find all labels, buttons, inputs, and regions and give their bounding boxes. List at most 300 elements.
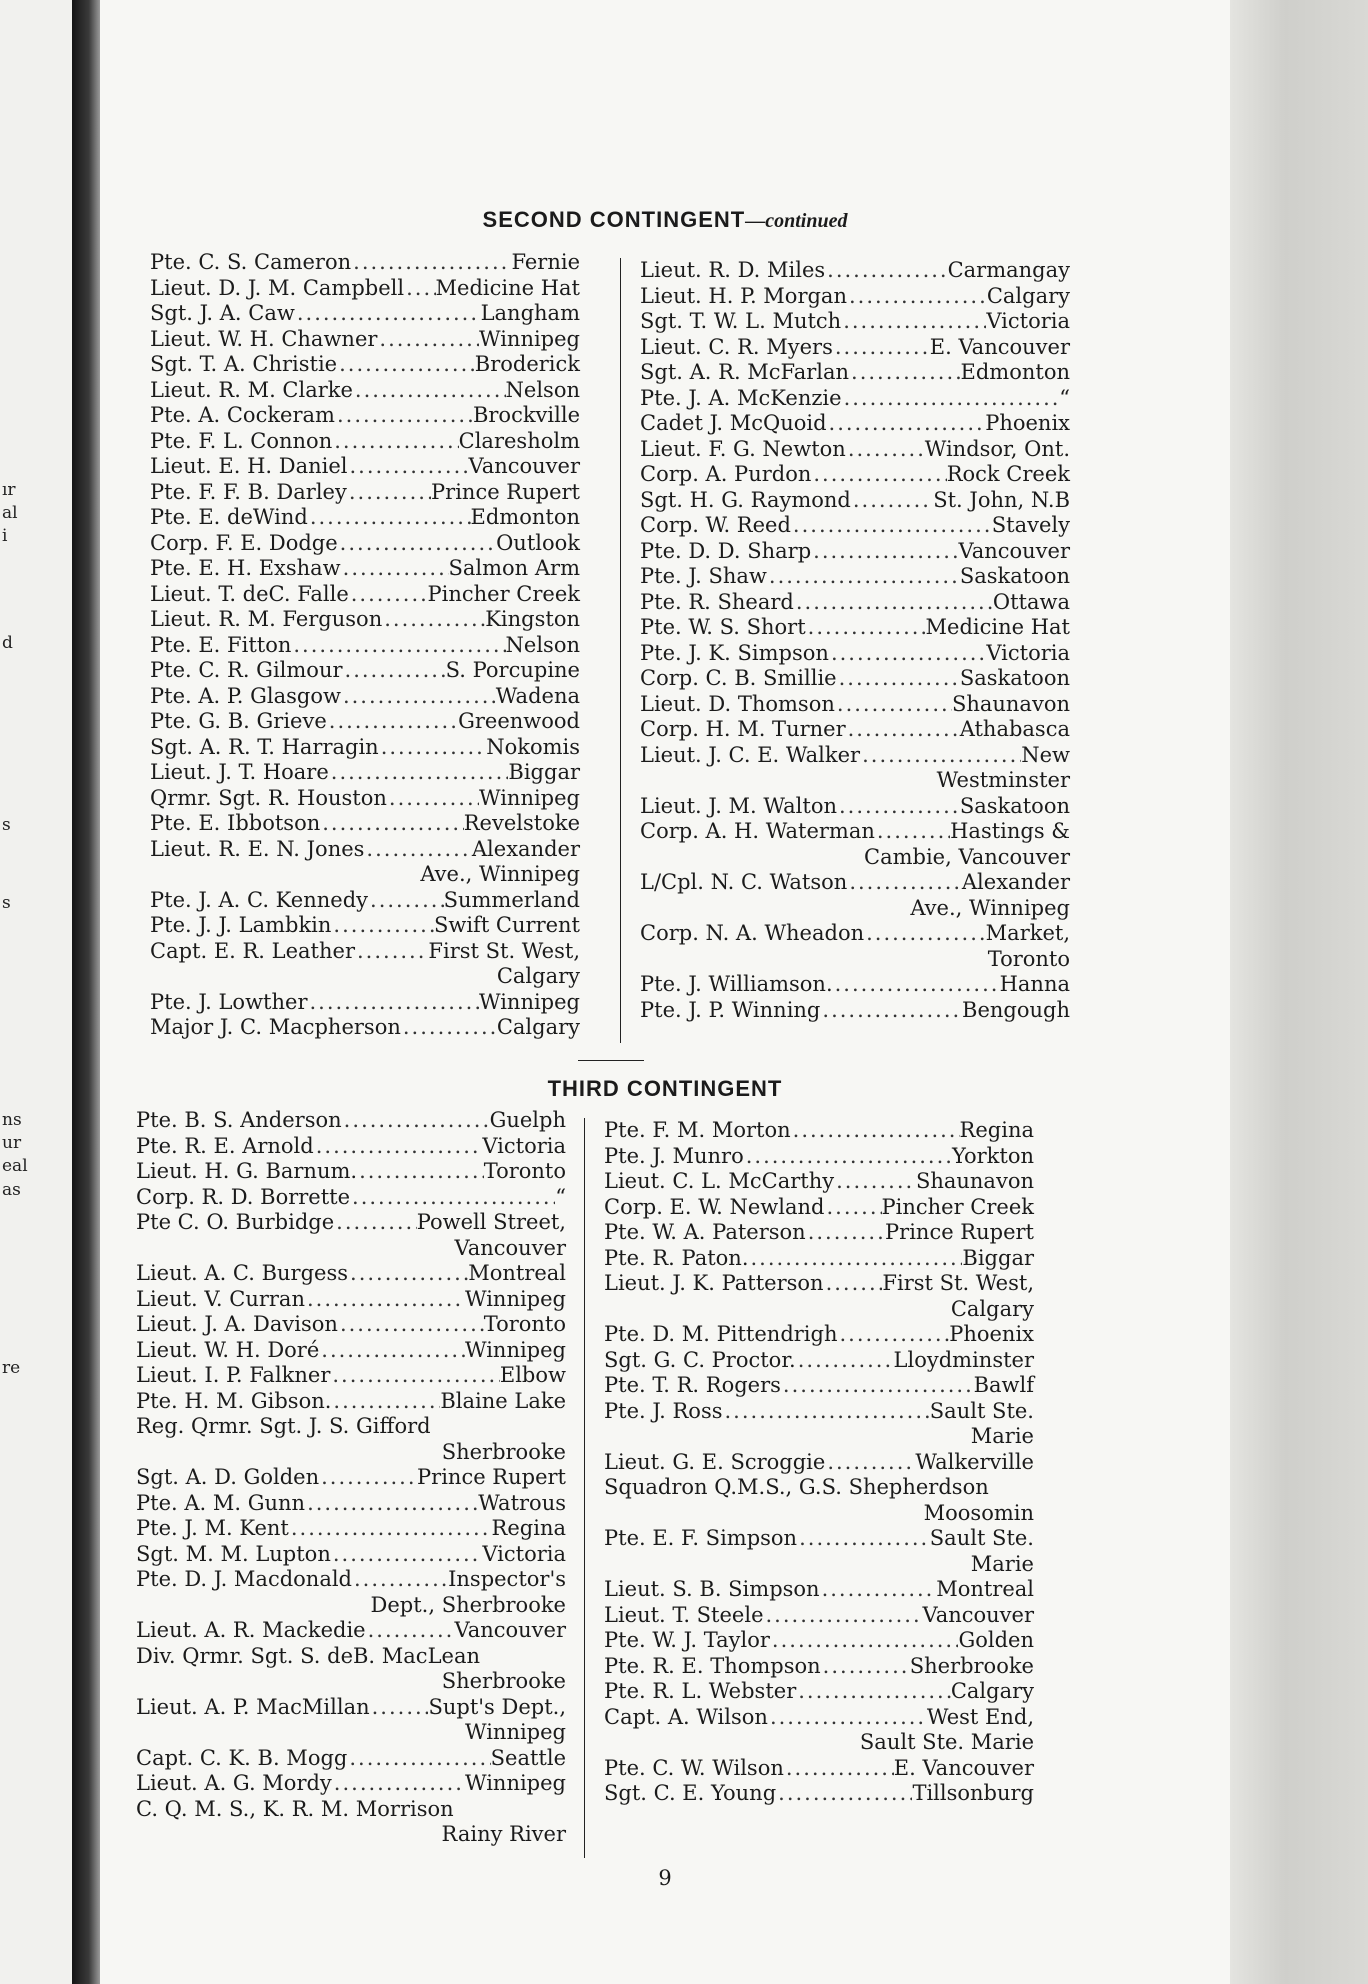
dot-leader	[320, 811, 463, 837]
roster-line	[150, 888, 580, 914]
roster-entry	[150, 837, 580, 888]
dot-leader	[353, 378, 506, 404]
member-name: Sgt. T. A. Christie	[150, 352, 338, 376]
hometown: Shaunavon	[951, 691, 1070, 716]
roster-entry	[604, 1781, 1034, 1807]
member-name: Pte. D. M. Pittendrigh	[604, 1322, 838, 1346]
roster-entry	[150, 786, 580, 812]
dot-leader	[849, 360, 961, 386]
dot-leader	[837, 794, 960, 820]
member-name: Lieut. J. A. Davison	[136, 1312, 338, 1336]
hometown: Toronto	[483, 1159, 566, 1183]
roster-line	[136, 1210, 566, 1236]
roster-line	[640, 386, 1070, 412]
hometown-continued: Rainy River	[441, 1822, 566, 1846]
roster-line	[150, 250, 580, 276]
member-name: Pte. W. S. Short	[640, 615, 806, 639]
hometown: Langham	[480, 301, 580, 325]
member-name: Sgt. C. E. Young	[604, 1781, 777, 1805]
roster-entry	[640, 284, 1070, 310]
roster-entry	[640, 743, 1070, 794]
dot-leader	[851, 488, 933, 514]
roster-entry	[150, 582, 580, 608]
roster-line	[604, 1399, 1034, 1425]
member-name: Pte. R. Sheard	[640, 589, 794, 614]
roster-entry	[136, 1261, 566, 1287]
hometown-continued: Sherbrooke	[441, 1669, 566, 1693]
roster-entry	[604, 1526, 1034, 1577]
roster-entry	[640, 972, 1070, 998]
hometown: Regina	[491, 1516, 566, 1540]
member-name: Pte. J. Williamson.	[640, 972, 833, 996]
hometown: Edmonton	[470, 505, 580, 529]
roster-entry	[604, 1348, 1034, 1374]
member-name: Pte. J. J. Lambkin	[150, 913, 332, 937]
hometown-continued: Marie	[970, 1424, 1034, 1448]
hometown: Golden	[958, 1628, 1034, 1652]
dot-leader	[833, 972, 1000, 998]
dot-leader	[846, 717, 960, 743]
hometown: Brockville	[472, 403, 580, 427]
hometown: Claresholm	[458, 428, 580, 453]
hometown: Nelson	[505, 377, 580, 402]
roster-entry	[136, 1389, 566, 1415]
roster-line	[136, 1414, 566, 1440]
roster-entry	[604, 1756, 1034, 1782]
roster-line	[136, 1287, 566, 1313]
third-contingent-right-column	[604, 1118, 1034, 1807]
roster-line	[136, 1567, 566, 1593]
third-contingent-heading	[100, 1076, 1230, 1102]
hometown-continued: Sherbrooke	[441, 1439, 566, 1464]
dot-leader	[824, 1195, 881, 1221]
dot-leader	[767, 564, 960, 590]
member-name: Pte. E. Fitton	[150, 632, 292, 657]
roster-line	[150, 556, 580, 582]
roster-line	[640, 819, 1070, 845]
dot-leader	[847, 870, 962, 896]
roster-line	[640, 870, 1070, 896]
dot-leader	[401, 1015, 497, 1041]
roster-entry	[604, 1322, 1034, 1348]
column-divider	[620, 258, 621, 1043]
dot-leader	[827, 411, 986, 437]
member-name: Pte. W. J. Taylor	[604, 1628, 770, 1652]
hometown: Victoria	[482, 1541, 566, 1566]
roster-line	[136, 1389, 566, 1415]
roster-line	[136, 1108, 566, 1134]
member-name: Pte. A. Cockeram	[150, 403, 335, 427]
roster-entry	[604, 1603, 1034, 1629]
roster-entry	[136, 1746, 566, 1772]
member-name: Lieut. R. E. N. Jones	[150, 836, 365, 861]
hometown: Saskatoon	[959, 666, 1070, 690]
roster-line	[640, 488, 1070, 514]
roster-line	[136, 1746, 566, 1772]
hometown: Victoria	[986, 309, 1070, 333]
roster-line	[640, 794, 1070, 820]
dot-leader	[842, 386, 1060, 412]
hometown-continued: Marie	[970, 1551, 1034, 1576]
roster-line	[640, 309, 1070, 335]
roster-entry	[150, 684, 580, 710]
hometown: Victoria	[986, 640, 1070, 665]
margin-fragment: al	[2, 503, 18, 523]
dot-leader	[835, 692, 952, 718]
roster-line	[136, 1312, 566, 1338]
roster-line	[640, 692, 1070, 718]
book-binding	[72, 0, 100, 1984]
roster-line	[150, 454, 580, 480]
roster-line	[604, 1705, 1034, 1731]
roster-line	[136, 1695, 566, 1721]
roster-entry	[604, 1195, 1034, 1221]
hometown: Montreal	[936, 1577, 1034, 1601]
dot-leader	[791, 1118, 960, 1144]
dot-leader	[794, 590, 993, 616]
roster-entry	[640, 462, 1070, 488]
hometown: Calgary	[950, 1679, 1034, 1703]
dot-leader	[349, 582, 428, 608]
roster-entry	[136, 1338, 566, 1364]
dot-leader	[364, 837, 471, 863]
roster-line	[136, 1542, 566, 1568]
roster-line	[640, 743, 1070, 769]
member-name: Lieut. E. H. Daniel	[150, 454, 348, 478]
roster-line	[150, 811, 580, 837]
roster-entry	[150, 403, 580, 429]
dot-leader	[341, 684, 496, 710]
dot-leader	[331, 1389, 440, 1415]
roster-line	[604, 1271, 1034, 1297]
dot-leader	[327, 709, 458, 735]
roster-entry	[604, 1220, 1034, 1246]
roster-line	[136, 1516, 566, 1542]
page	[100, 0, 1230, 1984]
roster-line	[640, 284, 1070, 310]
member-name: Pte. C. R. Gilmour	[150, 658, 343, 682]
member-name: Corp. H. M. Turner	[640, 717, 846, 741]
hometown: Shaunavon	[915, 1169, 1034, 1193]
member-name: Pte. J. Munro	[604, 1143, 744, 1168]
margin-fragment: d	[2, 633, 13, 653]
member-name: Corp. A. Purdon	[640, 462, 812, 486]
hometown: New	[1021, 742, 1070, 767]
roster-entry	[640, 998, 1070, 1024]
roster-entry	[150, 505, 580, 531]
dot-leader	[841, 309, 986, 335]
dot-leader	[820, 998, 962, 1024]
hometown: West End,	[926, 1704, 1034, 1729]
roster-entry	[150, 1015, 580, 1041]
hometown: Seattle	[490, 1745, 566, 1770]
roster-line	[150, 709, 580, 735]
member-name: Lieut. A. R. Mackedie	[136, 1618, 366, 1642]
dot-leader	[825, 258, 947, 284]
roster-line	[640, 258, 1070, 284]
hometown: Tillsonburg	[912, 1781, 1034, 1805]
dot-leader	[291, 633, 505, 659]
member-name: Lieut. J. T. Hoare	[150, 760, 329, 784]
hometown: Calgary	[986, 283, 1070, 308]
second-contingent-heading	[100, 207, 1230, 233]
roster-entry	[640, 870, 1070, 921]
dot-leader	[837, 1322, 949, 1348]
member-name: Corp. F. E. Dodge	[150, 530, 338, 555]
member-name: Lieut. S. B. Simpson	[604, 1577, 820, 1601]
roster-line	[136, 1465, 566, 1491]
member-name: Lieut. G. E. Scroggie	[604, 1449, 826, 1474]
dot-leader	[744, 1144, 952, 1170]
hometown: Winnipeg	[478, 785, 580, 810]
hometown-continued: Dept., Sherbrooke	[370, 1592, 566, 1617]
hometown: “	[555, 1184, 566, 1209]
dot-leader	[338, 1312, 484, 1338]
hometown-continued: Vancouver	[454, 1235, 566, 1260]
roster-entry	[150, 888, 580, 914]
dot-leader	[295, 301, 481, 327]
member-name: Sgt. G. C. Proctor.	[604, 1347, 796, 1372]
member-name: Pte. R. E. Arnold	[136, 1133, 314, 1158]
dot-leader	[387, 786, 479, 812]
dot-leader	[770, 1628, 959, 1654]
roster-entry	[640, 717, 1070, 743]
roster-entry	[150, 429, 580, 455]
section-title: SECOND CONTINGENT	[482, 207, 746, 232]
member-name: Lieut. F. G. Newton	[640, 436, 846, 461]
hometown: Fernie	[511, 250, 580, 274]
dot-leader	[289, 1516, 492, 1542]
roster-entry	[640, 437, 1070, 463]
member-name: Pte. T. R. Rogers	[604, 1373, 781, 1397]
dot-leader	[370, 1695, 429, 1721]
dot-leader	[343, 658, 446, 684]
member-name: Pte. E. H. Exshaw	[150, 556, 341, 580]
roster-line	[150, 837, 580, 863]
member-name: Pte. R. L. Webster	[604, 1679, 797, 1703]
hometown: Biggar	[508, 760, 580, 784]
member-name: Pte C. O. Burbidge	[136, 1210, 335, 1234]
hometown: Ottawa	[992, 589, 1070, 614]
roster-entry	[640, 921, 1070, 972]
hometown: St. John, N.B	[933, 487, 1070, 512]
hometown: Wadena	[495, 683, 580, 708]
margin-fragment: ır	[2, 480, 16, 500]
roster-entry	[150, 556, 580, 582]
member-name: Corp. A. H. Waterman	[640, 819, 875, 843]
roster-line	[150, 505, 580, 531]
hometown: Prince Rupert	[431, 479, 580, 504]
roster-entry	[150, 327, 580, 353]
roster-entry	[640, 411, 1070, 437]
member-name: Div. Qrmr. Sgt. S. deB. MacLean	[136, 1643, 480, 1668]
member-name: Lieut. A. P. MacMillan	[136, 1694, 370, 1719]
dot-leader	[860, 743, 1021, 769]
hometown: Nelson	[505, 632, 580, 657]
member-name: Capt. C. K. B. Mogg	[136, 1745, 348, 1770]
roster-entry	[136, 1491, 566, 1517]
dot-leader	[330, 1363, 500, 1389]
hometown: E. Vancouver	[893, 1755, 1034, 1780]
member-name: Corp. C. B. Smillie	[640, 666, 837, 690]
dot-leader	[382, 607, 485, 633]
roster-line	[604, 1220, 1034, 1246]
dot-leader	[404, 276, 435, 302]
dot-leader	[335, 403, 473, 429]
roster-line	[604, 1654, 1034, 1680]
hometown: Inspector's	[448, 1567, 566, 1591]
member-name: Pte. D. J. Macdonald	[136, 1567, 352, 1591]
dot-leader	[824, 1271, 883, 1297]
dot-leader	[307, 990, 479, 1016]
roster-entry	[604, 1144, 1034, 1170]
dot-leader	[768, 1705, 927, 1731]
hometown-continued: Ave., Winnipeg	[910, 895, 1070, 920]
roster-line	[604, 1526, 1034, 1552]
margin-fragment: ur	[2, 1133, 22, 1153]
roster-entry	[150, 633, 580, 659]
roster-line	[150, 607, 580, 633]
dot-leader	[308, 505, 471, 531]
roster-line	[150, 403, 580, 429]
hometown: Medicine Hat	[435, 275, 580, 300]
dot-leader	[305, 1287, 465, 1313]
member-name: Lieut. W. H. Doré	[136, 1337, 320, 1362]
member-name: Lieut. R. M. Clarke	[150, 377, 353, 402]
hometown-continued: Moosomin	[923, 1500, 1034, 1525]
margin-fragment: s	[2, 893, 11, 913]
member-name: Pte. J. K. Simpson	[640, 640, 829, 665]
roster-entry	[136, 1312, 566, 1338]
roster-line	[640, 513, 1070, 539]
roster-entry	[150, 709, 580, 735]
dot-leader	[806, 1220, 885, 1246]
roster-line	[640, 564, 1070, 590]
roster-line	[640, 335, 1070, 361]
dot-leader	[342, 1108, 490, 1134]
member-name: Lieut. T. deC. Falle	[150, 581, 349, 606]
dot-leader	[350, 1185, 555, 1211]
member-name: Squadron Q.M.S., G.S. Shepherdson	[604, 1475, 989, 1499]
hometown: Medicine Hat	[925, 615, 1070, 639]
hometown: Bengough	[962, 997, 1070, 1022]
roster-entry	[150, 352, 580, 378]
dot-leader	[331, 1542, 483, 1568]
roster-entry	[150, 990, 580, 1016]
member-name: Pte. D. D. Sharp	[640, 538, 812, 563]
member-name: Qrmr. Sgt. R. Houston	[150, 785, 387, 810]
member-name: Sgt. H. G. Raymond	[640, 487, 851, 512]
roster-line	[150, 352, 580, 378]
roster-line	[604, 1118, 1034, 1144]
roster-line	[136, 1185, 566, 1211]
hometown: Victoria	[482, 1133, 566, 1158]
margin-fragment: s	[2, 815, 11, 835]
roster-line	[604, 1603, 1034, 1629]
dot-leader	[337, 352, 475, 378]
hometown: Swift Current	[433, 913, 580, 937]
roster-line	[136, 1797, 566, 1823]
dot-leader	[366, 1618, 455, 1644]
roster-entry	[150, 480, 580, 506]
roster-line	[136, 1771, 566, 1797]
roster-line	[640, 717, 1070, 743]
hometown: Revelstoke	[463, 811, 580, 835]
roster-entry	[640, 386, 1070, 412]
hometown: “	[1059, 385, 1070, 410]
roster-line	[640, 360, 1070, 386]
member-name: Pte. J. A. C. Kennedy	[150, 887, 369, 912]
hometown: E. Vancouver	[929, 334, 1070, 359]
hometown: Vancouver	[958, 538, 1070, 563]
roster-line	[640, 921, 1070, 947]
roster-line	[604, 1781, 1034, 1807]
dot-leader	[764, 1603, 923, 1629]
roster-line	[604, 1348, 1034, 1374]
roster-entry	[136, 1516, 566, 1542]
roster-line	[150, 760, 580, 786]
dot-leader	[806, 615, 926, 641]
section-title-continued: —continued	[745, 210, 848, 232]
member-name: Sgt. M. M. Lupton	[136, 1541, 331, 1566]
roster-line	[150, 378, 580, 404]
roster-line	[150, 990, 580, 1016]
dot-leader	[796, 1348, 894, 1374]
hometown-continued: Sault Ste. Marie	[859, 1730, 1034, 1754]
dot-leader	[864, 921, 986, 947]
roster-line	[150, 633, 580, 659]
hometown: Biggar	[962, 1245, 1034, 1270]
hometown: Rock Creek	[946, 462, 1070, 486]
member-name: Lieut. W. H. Chawner	[150, 326, 378, 351]
roster-line	[150, 684, 580, 710]
roster-entry	[604, 1577, 1034, 1603]
member-name: Pte. J. P. Winning	[640, 997, 821, 1022]
page-number: 9	[658, 1866, 672, 1890]
hometown: Calgary	[496, 1015, 580, 1039]
roster-entry	[150, 250, 580, 276]
roster-entry	[640, 335, 1070, 361]
roster-line	[150, 429, 580, 455]
member-name: Pte. R. E. Thompson	[604, 1653, 821, 1678]
member-name: Pte. J. M. Kent	[136, 1516, 289, 1540]
member-name: Reg. Qrmr. Sgt. J. S. Gifford	[136, 1414, 431, 1438]
hometown-continued: Winnipeg	[464, 1720, 566, 1744]
hometown: Salmon Arm	[448, 556, 580, 580]
roster-entry	[640, 666, 1070, 692]
roster-entry	[150, 378, 580, 404]
roster-entry	[136, 1414, 566, 1465]
dot-leader	[797, 1526, 930, 1552]
member-name: Pte. F. M. Morton	[604, 1118, 791, 1142]
roster-entry	[604, 1169, 1034, 1195]
dot-leader	[329, 760, 509, 786]
roster-entry	[604, 1654, 1034, 1680]
roster-entry	[150, 301, 580, 327]
hometown-continued: Toronto	[987, 946, 1070, 971]
member-name: Capt. E. R. Leather	[150, 938, 355, 963]
hometown: Stavely	[991, 513, 1070, 537]
roster-line	[136, 1618, 566, 1644]
hometown: Guelph	[489, 1108, 566, 1132]
dot-leader	[791, 513, 992, 539]
hometown: Nokomis	[486, 734, 580, 759]
hometown: Prince Rupert	[417, 1465, 566, 1489]
roster-line	[136, 1363, 566, 1389]
roster-entry	[150, 607, 580, 633]
hometown: Sault Ste.	[929, 1526, 1034, 1550]
roster-entry	[150, 276, 580, 302]
